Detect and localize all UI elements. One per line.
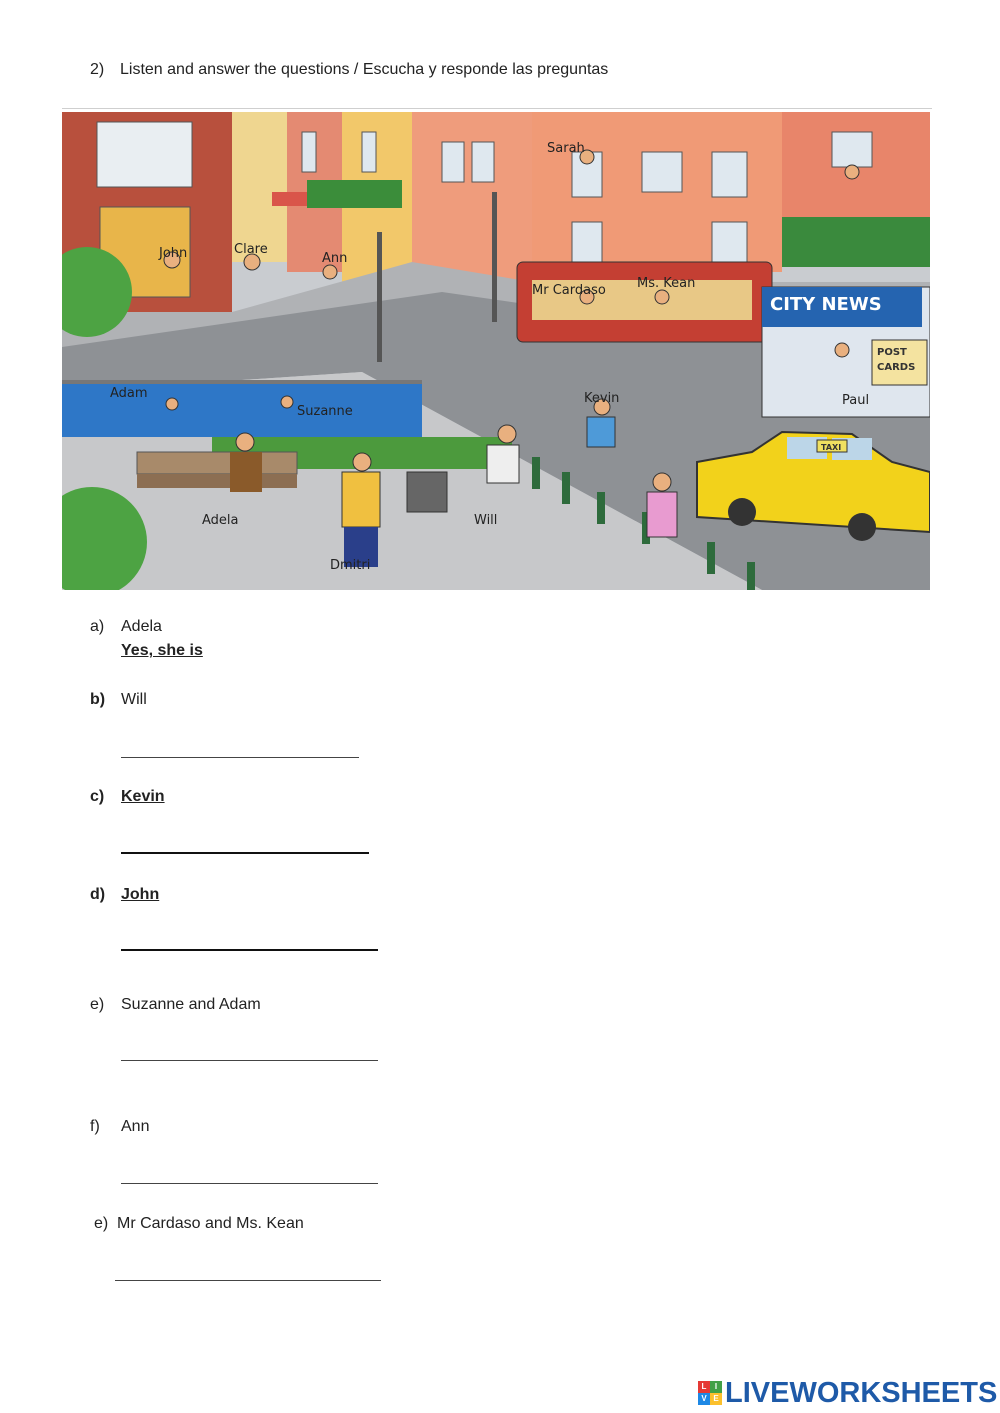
question-letter: b) (90, 691, 106, 708)
question-name: Kevin (121, 788, 165, 805)
question-name: Ann (121, 1118, 150, 1135)
instruction (90, 61, 608, 79)
question-name: John (121, 886, 160, 903)
question-letter: f) (90, 1118, 100, 1135)
question-a (90, 618, 162, 636)
question-name: Adela (121, 618, 162, 635)
question-name: Mr Cardaso and Ms. Kean (117, 1215, 304, 1232)
answer-line-e[interactable] (121, 1060, 378, 1061)
question-name: Suzanne and Adam (121, 996, 261, 1013)
label-clare: Clare (234, 242, 268, 257)
question-letter: c) (90, 788, 105, 805)
label-mr-cardaso: Mr Cardaso (532, 283, 606, 298)
label-dmitri: Dmitri (330, 558, 371, 573)
sign-taxi: TAXI (821, 443, 842, 452)
question-letter: e) (90, 996, 105, 1013)
label-adela: Adela (202, 513, 239, 528)
city-scene-illustration (62, 112, 930, 590)
answer-line-e-2[interactable] (115, 1280, 381, 1281)
question-f (90, 1118, 149, 1136)
question-d (90, 886, 159, 904)
answer-line-f[interactable] (121, 1183, 378, 1184)
label-will: Will (474, 513, 498, 528)
answer-a: Yes, she is (121, 642, 203, 659)
label-suzanne: Suzanne (297, 404, 353, 419)
question-e-2 (94, 1215, 304, 1233)
question-b (90, 691, 147, 709)
label-ms-kean: Ms. Kean (637, 276, 696, 291)
sign-city-news: CITY NEWS (770, 294, 882, 315)
label-ann: Ann (322, 251, 348, 266)
question-e (90, 996, 261, 1014)
logo-mark-icon: L I V E (698, 1381, 722, 1405)
divider (62, 108, 932, 109)
liveworksheets-logo[interactable] (698, 1378, 997, 1408)
sign-cards: CARDS (877, 362, 916, 373)
instruction-number: 2) (90, 61, 105, 78)
question-letter: e) (94, 1215, 109, 1232)
label-sarah: Sarah (547, 141, 585, 156)
question-name: Will (121, 691, 147, 708)
instruction-text: Listen and answer the questions / Escucha y responde las preguntas (120, 61, 609, 78)
logo-text: LIVEWORKSHEETS (725, 1376, 998, 1409)
answer-line-c[interactable] (121, 852, 369, 854)
label-adam: Adam (110, 386, 148, 401)
question-c (90, 788, 165, 806)
question-letter: a) (90, 618, 105, 635)
answer-line-d[interactable] (121, 949, 378, 951)
answer-line-b[interactable] (121, 757, 359, 758)
question-letter: d) (90, 886, 106, 903)
label-paul: Paul (842, 393, 870, 408)
label-kevin: Kevin (584, 391, 620, 406)
label-john: John (159, 246, 188, 261)
sign-post: POST (877, 347, 907, 358)
